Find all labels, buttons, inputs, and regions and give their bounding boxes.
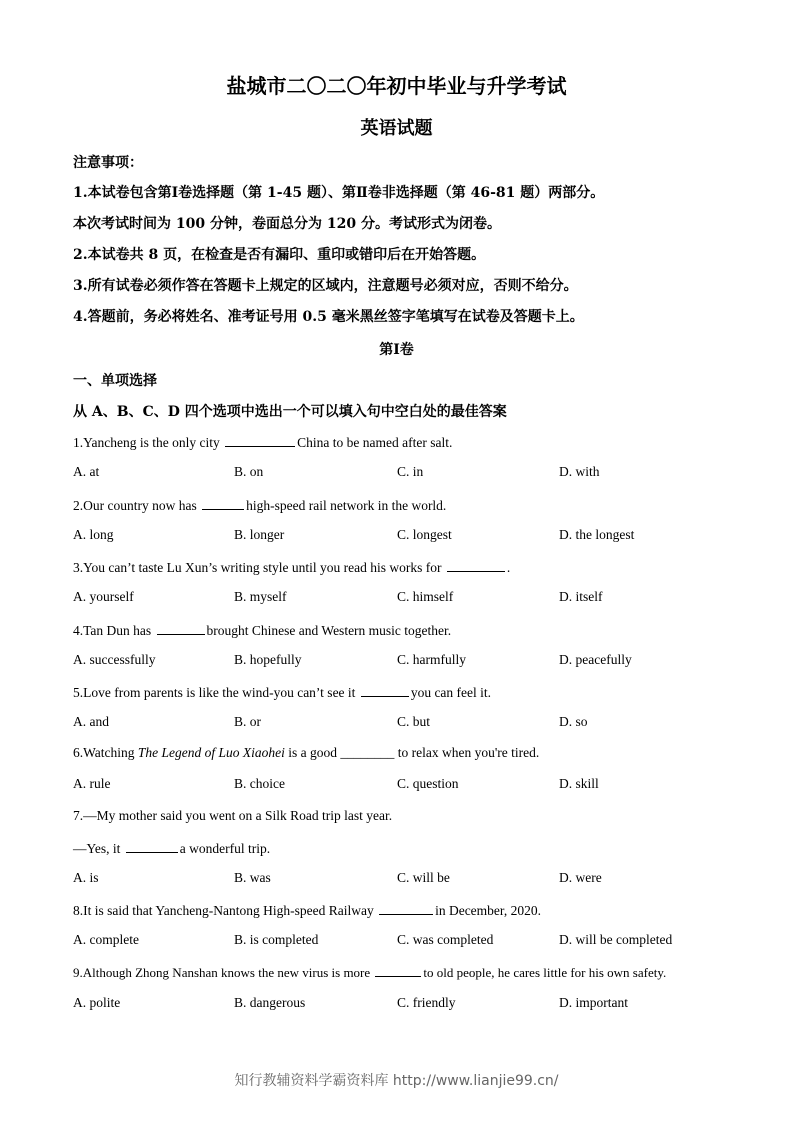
section-title: 一、单项选择	[73, 373, 157, 389]
answer-blank	[157, 621, 205, 635]
options-row	[73, 995, 753, 1013]
answer-blank	[202, 496, 244, 510]
question-stem	[73, 901, 541, 919]
option-b: B. myself	[234, 589, 287, 604]
option-d: D. with	[559, 464, 600, 479]
question-stem	[73, 496, 446, 514]
option-a: A. successfully	[73, 652, 156, 667]
option-c: C. harmfully	[397, 652, 466, 667]
option-a: A. is	[73, 870, 99, 885]
answer-blank	[126, 839, 178, 853]
option-c: C. was completed	[397, 932, 494, 947]
question-text: a wonderful trip.	[179, 841, 271, 856]
notice-item: 本次考试时间为 100 分钟，卷面总分为 120 分。考试形式为闭卷。	[73, 216, 501, 232]
part-title: 第Ⅰ卷	[379, 342, 414, 358]
film-title: The Legend of Luo Xiaohei	[137, 745, 285, 760]
answer-blank	[375, 963, 421, 977]
answer-blank	[361, 683, 409, 697]
option-d: D. peacefully	[559, 652, 632, 667]
answer-blank	[225, 433, 295, 447]
question-stem	[73, 745, 539, 761]
option-d: D. important	[559, 995, 628, 1010]
option-b: B. on	[234, 464, 264, 479]
question-text: brought Chinese and Western music together.	[206, 623, 452, 638]
question-text: 9.Although Zhong Nanshan knows the new virus is more	[73, 965, 371, 980]
option-c: C. himself	[397, 589, 454, 604]
option-a: A. and	[73, 714, 109, 729]
question-text: is a good ________ to relax when you're tired.	[288, 745, 540, 760]
question-text: 5.Love from parents is like the wind-you can’t see it	[73, 685, 356, 700]
question-stem	[73, 558, 510, 576]
question-stem	[73, 621, 451, 639]
question-text: —Yes, it	[73, 841, 121, 856]
question-text: 4.Tan Dun has	[73, 623, 152, 638]
question-stem	[73, 839, 270, 857]
exam-title: 盐城市二〇二〇年初中毕业与升学考试	[226, 74, 567, 98]
option-d: D. so	[559, 714, 588, 729]
question-text: high-speed rail network in the world.	[246, 498, 447, 513]
footer-watermark: 知行教辅资料学霸资料库 http://www.lianjie99.cn/	[234, 1073, 559, 1089]
options-row	[73, 776, 753, 794]
question-stem	[73, 963, 666, 981]
option-d: D. were	[559, 870, 602, 885]
notice-item: 3.所有试卷必须作答在答题卡上规定的区域内，注意题号必须对应，否则不给分。	[73, 278, 578, 294]
question-stem	[73, 683, 491, 701]
answer-blank	[379, 901, 433, 915]
option-d: D. the longest	[559, 527, 635, 542]
option-b: B. dangerous	[234, 995, 306, 1010]
notice-item: 2.本试卷共 8 页，在检查是否有漏印、重印或错印后在开始答题。	[73, 247, 486, 263]
exam-subtitle: 英语试题	[360, 118, 433, 139]
option-b: B. or	[234, 714, 261, 729]
option-b: B. choice	[234, 776, 285, 791]
question-stem	[73, 433, 452, 451]
question-text: .	[506, 560, 511, 575]
option-d: D. skill	[559, 776, 599, 791]
section-instruction: 从 A、B、C、D 四个选项中选出一个可以填入句中空白处的最佳答案	[73, 404, 507, 420]
option-c: C. question	[397, 776, 459, 791]
option-d: D. will be completed	[559, 932, 673, 947]
option-c: C. in	[397, 464, 424, 479]
option-a: A. complete	[73, 932, 139, 947]
question-text: 8.It is said that Yancheng-Nantong High-speed Railway	[73, 903, 374, 918]
notice-item: 4.答题前，务必将姓名、准考证号用 0.5 毫米黑丝签字笔填写在试卷及答题卡上。	[73, 309, 584, 325]
question-text: 6.Watching	[73, 745, 135, 760]
question-stem: 7.—My mother said you went on a Silk Road trip last year.	[73, 808, 393, 823]
question-text: 1.Yancheng is the only city	[73, 435, 220, 450]
options-row	[73, 464, 753, 482]
option-c: C. friendly	[397, 995, 456, 1010]
option-c: C. but	[397, 714, 431, 729]
option-a: A. at	[73, 464, 100, 479]
notice-item: 1.本试卷包含第Ⅰ卷选择题（第 1-45 题）、第Ⅱ卷非选择题（第 46-81 题）两部分。	[73, 185, 605, 201]
option-c: C. will be	[397, 870, 450, 885]
question-text: 2.Our country now has	[73, 498, 197, 513]
option-b: B. longer	[234, 527, 285, 542]
question-text: China to be named after salt.	[297, 435, 453, 450]
option-b: B. is completed	[234, 932, 319, 947]
options-row	[73, 714, 753, 732]
option-a: A. long	[73, 527, 114, 542]
option-c: C. longest	[397, 527, 452, 542]
options-row	[73, 932, 753, 950]
question-text: in December, 2020.	[435, 903, 542, 918]
answer-blank	[447, 558, 505, 572]
option-b: B. was	[234, 870, 271, 885]
question-text: you can feel it.	[410, 685, 492, 700]
option-b: B. hopefully	[234, 652, 302, 667]
option-d: D. itself	[559, 589, 603, 604]
question-text: to old people, he cares little for his own safety.	[423, 965, 667, 980]
options-row	[73, 527, 753, 545]
option-a: A. yourself	[73, 589, 134, 604]
option-a: A. polite	[73, 995, 121, 1010]
option-a: A. rule	[73, 776, 111, 791]
options-row	[73, 652, 753, 670]
question-text: 3.You can’t taste Lu Xun’s writing style until you read his works for	[73, 560, 442, 575]
options-row	[73, 589, 753, 607]
options-row	[73, 870, 753, 888]
notice-heading: 注意事项：	[73, 155, 143, 171]
